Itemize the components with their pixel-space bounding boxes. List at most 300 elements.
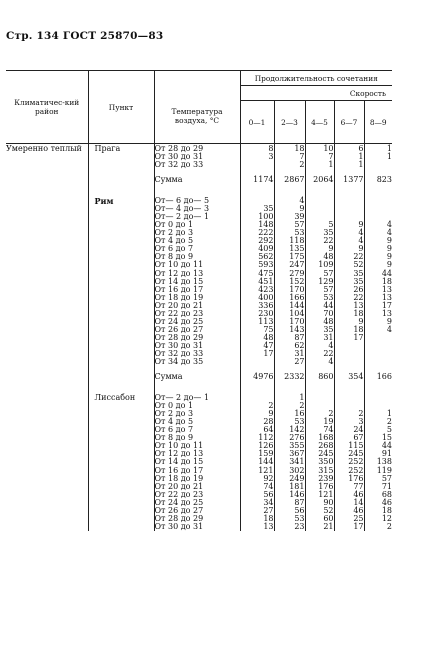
cell-value: 87 bbox=[274, 334, 305, 342]
city-cell bbox=[88, 318, 154, 326]
city-cell bbox=[88, 418, 154, 426]
cell-value: 159 bbox=[240, 450, 274, 458]
city-cell bbox=[88, 245, 154, 253]
sum-value: 860 bbox=[305, 366, 334, 388]
cell-value: 22 bbox=[334, 253, 364, 261]
region-cell bbox=[6, 523, 88, 531]
region-cell bbox=[6, 334, 88, 342]
sum-value: 823 bbox=[364, 169, 392, 191]
region-cell bbox=[6, 286, 88, 294]
city-cell bbox=[88, 253, 154, 261]
cell-value: 2 bbox=[334, 410, 364, 418]
cell-value: 129 bbox=[305, 278, 334, 286]
cell-value: 4 bbox=[305, 358, 334, 366]
cell-value: 176 bbox=[305, 483, 334, 491]
cell-value: 1 bbox=[274, 394, 305, 402]
cell-value: 44 bbox=[305, 302, 334, 310]
col-header-speed-4: 8—9 bbox=[364, 101, 392, 144]
cell-value: 39 bbox=[274, 213, 305, 221]
cell-value: 46 bbox=[334, 491, 364, 499]
cell-value: 593 bbox=[240, 261, 274, 269]
col-header-speed-1: 2—3 bbox=[274, 101, 305, 144]
sum-label: Сумма bbox=[154, 175, 183, 185]
temp-range: От 30 до 31 bbox=[154, 521, 204, 531]
cell-value: 336 bbox=[240, 302, 274, 310]
city-cell bbox=[88, 169, 154, 191]
cell-value: 355 bbox=[274, 442, 305, 450]
cell-value: 48 bbox=[240, 334, 274, 342]
cell-value: 71 bbox=[364, 483, 392, 491]
region-cell bbox=[6, 483, 88, 491]
cell-value: 4 bbox=[334, 229, 364, 237]
cell-value: 14 bbox=[334, 499, 364, 507]
cell-value: 245 bbox=[305, 450, 334, 458]
cell-value: 367 bbox=[274, 450, 305, 458]
cell-value: 47 bbox=[240, 342, 274, 350]
cell-value: 5 bbox=[305, 221, 334, 229]
cell-value: 9 bbox=[364, 253, 392, 261]
cell-value: 423 bbox=[240, 286, 274, 294]
col-header-speed: Скорость bbox=[240, 86, 392, 101]
cell-value bbox=[364, 342, 392, 350]
cell-value: 148 bbox=[240, 221, 274, 229]
cell-value: 4 bbox=[364, 221, 392, 229]
city-cell bbox=[88, 499, 154, 507]
cell-value: 1 bbox=[364, 153, 392, 161]
region-label: Умеренно теплый bbox=[6, 144, 88, 154]
cell-value: 56 bbox=[240, 491, 274, 499]
temp-range: От 26 до 27 bbox=[154, 324, 204, 334]
cell-value: 4 bbox=[274, 197, 305, 205]
cell-value bbox=[334, 394, 364, 402]
region-cell bbox=[6, 442, 88, 450]
cell-value: 1 bbox=[364, 144, 392, 154]
city-cell bbox=[88, 161, 154, 169]
temp-range: От 30 до 31 bbox=[154, 152, 204, 162]
cell-value: 18 bbox=[274, 144, 305, 154]
region-cell bbox=[6, 507, 88, 515]
cell-value: 17 bbox=[334, 334, 364, 342]
cell-value: 48 bbox=[305, 318, 334, 326]
cell-value: 15 bbox=[364, 434, 392, 442]
table-row bbox=[6, 237, 392, 245]
cell-value bbox=[334, 350, 364, 358]
city-cell bbox=[88, 402, 154, 410]
region-cell bbox=[6, 197, 88, 205]
temp-range: От 20 до 21 bbox=[154, 300, 204, 310]
cell-value bbox=[334, 358, 364, 366]
region-cell bbox=[6, 499, 88, 507]
col-header-duration: Продолжительность сочетания bbox=[240, 71, 392, 86]
city-label: Лиссабон bbox=[88, 394, 154, 402]
cell-value: 562 bbox=[240, 253, 274, 261]
region-cell bbox=[6, 310, 88, 318]
table-row bbox=[6, 358, 392, 366]
cell-value: 175 bbox=[274, 253, 305, 261]
cell-value: 341 bbox=[274, 458, 305, 466]
region-cell bbox=[6, 221, 88, 229]
cell-value: 2 bbox=[305, 410, 334, 418]
cell-value: 121 bbox=[240, 467, 274, 475]
city-cell bbox=[88, 237, 154, 245]
cell-value: 18 bbox=[334, 310, 364, 318]
temp-range: От 6 до 7 bbox=[154, 425, 194, 435]
cell-value: 8 bbox=[240, 144, 274, 154]
cell-value: 57 bbox=[364, 475, 392, 483]
temp-range: От 28 до 29 bbox=[154, 513, 204, 523]
cell-value: 118 bbox=[274, 237, 305, 245]
cell-value: 13 bbox=[364, 294, 392, 302]
region-cell bbox=[6, 491, 88, 499]
cell-value: 13 bbox=[334, 302, 364, 310]
temp-range: От 6 до 7 bbox=[154, 244, 194, 254]
cell-value: 91 bbox=[364, 450, 392, 458]
cell-value: 1 bbox=[364, 410, 392, 418]
cell-value: 113 bbox=[240, 318, 274, 326]
cell-value: 35 bbox=[305, 229, 334, 237]
cell-value: 21 bbox=[305, 523, 334, 531]
cell-value: 292 bbox=[240, 237, 274, 245]
temp-range: От 34 до 35 bbox=[154, 357, 204, 367]
cell-value: 3 bbox=[240, 153, 274, 161]
cell-value: 56 bbox=[274, 507, 305, 515]
cell-value: 25 bbox=[334, 515, 364, 523]
cell-value bbox=[305, 205, 334, 213]
temp-range: От— 2 до— 1 bbox=[154, 393, 210, 403]
cell-value bbox=[240, 161, 274, 169]
cell-value: 57 bbox=[274, 221, 305, 229]
city-cell bbox=[88, 213, 154, 221]
temp-range: От 22 до 23 bbox=[154, 489, 204, 499]
cell-value: 249 bbox=[274, 475, 305, 483]
cell-value: 24 bbox=[334, 426, 364, 434]
cell-value: 9 bbox=[364, 318, 392, 326]
region-cell bbox=[6, 475, 88, 483]
temp-range: От 30 до 31 bbox=[154, 340, 204, 350]
city-cell bbox=[88, 334, 154, 342]
cell-value: 4 bbox=[364, 229, 392, 237]
cell-value: 87 bbox=[274, 499, 305, 507]
region-cell bbox=[6, 394, 88, 402]
city-cell bbox=[88, 302, 154, 310]
cell-value: 53 bbox=[305, 294, 334, 302]
sum-value: 4976 bbox=[240, 366, 274, 388]
city-label: Рим bbox=[88, 197, 154, 205]
cell-value: 13 bbox=[364, 310, 392, 318]
col-header-temp: Температура воздуха, °C bbox=[154, 86, 240, 144]
temp-range: От 18 до 19 bbox=[154, 292, 204, 302]
cell-value: 9 bbox=[305, 245, 334, 253]
sum-value: 166 bbox=[364, 366, 392, 388]
cell-value: 2 bbox=[364, 418, 392, 426]
city-cell bbox=[88, 261, 154, 269]
temp-range: От 12 до 13 bbox=[154, 268, 204, 278]
cell-value: 9 bbox=[334, 318, 364, 326]
temp-range: От 26 до 27 bbox=[154, 505, 204, 515]
cell-value: 138 bbox=[364, 458, 392, 466]
cell-value: 22 bbox=[305, 237, 334, 245]
city-cell bbox=[88, 278, 154, 286]
cell-value: 451 bbox=[240, 278, 274, 286]
temp-range: От 28 до 29 bbox=[154, 143, 204, 153]
region-cell bbox=[6, 213, 88, 221]
cell-value: 279 bbox=[274, 270, 305, 278]
region-cell bbox=[6, 278, 88, 286]
city-cell bbox=[88, 294, 154, 302]
sum-value: 1174 bbox=[240, 169, 274, 191]
city-cell bbox=[88, 458, 154, 466]
cell-value: 75 bbox=[240, 326, 274, 334]
cell-value: 68 bbox=[364, 491, 392, 499]
cell-value: 9 bbox=[364, 261, 392, 269]
cell-value: 18 bbox=[334, 326, 364, 334]
cell-value: 152 bbox=[274, 278, 305, 286]
cell-value: 22 bbox=[334, 294, 364, 302]
city-cell bbox=[88, 350, 154, 358]
cell-value: 268 bbox=[305, 442, 334, 450]
region-cell bbox=[6, 153, 88, 161]
table-row bbox=[6, 245, 392, 253]
city-cell bbox=[88, 523, 154, 531]
temp-range: От 32 до 33 bbox=[154, 160, 204, 170]
temp-range: От 10 до 11 bbox=[154, 260, 204, 270]
table-row bbox=[6, 410, 392, 418]
cell-value: 115 bbox=[334, 442, 364, 450]
city-cell bbox=[88, 366, 154, 388]
cell-value: 3 bbox=[334, 418, 364, 426]
cell-value: 400 bbox=[240, 294, 274, 302]
cell-value: 27 bbox=[274, 358, 305, 366]
cell-value bbox=[364, 197, 392, 205]
cell-value bbox=[240, 358, 274, 366]
cell-value: 12 bbox=[364, 515, 392, 523]
city-cell bbox=[88, 434, 154, 442]
temp-range: От 32 до 33 bbox=[154, 349, 204, 358]
table-row bbox=[6, 402, 392, 410]
sum-label: Сумма bbox=[154, 372, 183, 382]
cell-value: 9 bbox=[274, 205, 305, 213]
cell-value: 247 bbox=[274, 261, 305, 269]
temp-range: От— 2 до— 1 bbox=[154, 212, 210, 222]
region-cell bbox=[6, 402, 88, 410]
region-cell bbox=[6, 205, 88, 213]
region-cell bbox=[6, 161, 88, 169]
city-cell bbox=[88, 221, 154, 229]
cell-value: 302 bbox=[274, 467, 305, 475]
cell-value: 52 bbox=[334, 261, 364, 269]
city-cell bbox=[88, 286, 154, 294]
city-cell bbox=[88, 270, 154, 278]
col-header-speed-2: 4—5 bbox=[305, 101, 334, 144]
cell-value: 46 bbox=[364, 499, 392, 507]
cell-value: 121 bbox=[305, 491, 334, 499]
temp-range: От 0 до 1 bbox=[154, 401, 194, 411]
temp-range: От 8 до 9 bbox=[154, 252, 194, 262]
cell-value: 1 bbox=[334, 153, 364, 161]
cell-value: 6 bbox=[334, 144, 364, 154]
table-row bbox=[6, 221, 392, 229]
city-cell bbox=[88, 515, 154, 523]
cell-value: 144 bbox=[240, 458, 274, 466]
cell-value: 44 bbox=[364, 442, 392, 450]
region-cell bbox=[6, 426, 88, 434]
cell-value: 18 bbox=[240, 515, 274, 523]
cell-value: 112 bbox=[240, 434, 274, 442]
cell-value: 92 bbox=[240, 475, 274, 483]
cell-value: 1 bbox=[305, 161, 334, 169]
cell-value: 9 bbox=[364, 245, 392, 253]
table-row bbox=[6, 213, 392, 221]
cell-value bbox=[305, 197, 334, 205]
city-cell bbox=[88, 229, 154, 237]
region-cell bbox=[6, 169, 88, 191]
cell-value: 13 bbox=[364, 286, 392, 294]
sum-row bbox=[6, 169, 392, 191]
cell-value: 4 bbox=[334, 237, 364, 245]
city-cell bbox=[88, 450, 154, 458]
city-cell bbox=[88, 426, 154, 434]
cell-value: 31 bbox=[274, 350, 305, 358]
city-cell bbox=[88, 507, 154, 515]
cell-value: 17 bbox=[364, 302, 392, 310]
cell-value: 53 bbox=[274, 229, 305, 237]
city-label: Прага bbox=[88, 144, 154, 154]
cell-value: 144 bbox=[274, 302, 305, 310]
cell-value: 9 bbox=[334, 221, 364, 229]
cell-value: 176 bbox=[334, 475, 364, 483]
cell-value: 57 bbox=[305, 270, 334, 278]
region-cell bbox=[6, 434, 88, 442]
temp-range: От 28 до 29 bbox=[154, 332, 204, 342]
city-cell bbox=[88, 153, 154, 161]
col-header-region: Климатичес-кий район bbox=[6, 71, 88, 144]
cell-value bbox=[334, 342, 364, 350]
cell-value: 109 bbox=[305, 261, 334, 269]
temp-range: От 14 до 15 bbox=[154, 457, 204, 467]
cell-value bbox=[364, 205, 392, 213]
temp-range: От 10 до 11 bbox=[154, 441, 204, 451]
temp-range: От 20 до 21 bbox=[154, 481, 204, 491]
city-cell bbox=[88, 491, 154, 499]
cell-value: 35 bbox=[334, 278, 364, 286]
page-header: Стр. 134 ГОСТ 25870—83 bbox=[6, 30, 164, 42]
cell-value: 67 bbox=[334, 434, 364, 442]
cell-value: 10 bbox=[305, 144, 334, 154]
cell-value: 18 bbox=[364, 507, 392, 515]
region-cell bbox=[6, 302, 88, 310]
cell-value: 52 bbox=[305, 507, 334, 515]
cell-value: 17 bbox=[334, 523, 364, 531]
region-cell bbox=[6, 245, 88, 253]
cell-value: 181 bbox=[274, 483, 305, 491]
region-cell bbox=[6, 450, 88, 458]
cell-value: 2 bbox=[274, 161, 305, 169]
cell-value: 74 bbox=[305, 426, 334, 434]
table-row bbox=[6, 161, 392, 169]
city-cell bbox=[88, 326, 154, 334]
cell-value: 350 bbox=[305, 458, 334, 466]
cell-value bbox=[334, 197, 364, 205]
city-cell bbox=[88, 442, 154, 450]
table-row bbox=[6, 418, 392, 426]
cell-value: 146 bbox=[274, 491, 305, 499]
cell-value: 168 bbox=[305, 434, 334, 442]
cell-value: 143 bbox=[274, 326, 305, 334]
cell-value: 19 bbox=[305, 418, 334, 426]
cell-value: 35 bbox=[334, 270, 364, 278]
region-cell bbox=[6, 366, 88, 388]
cell-value bbox=[305, 394, 334, 402]
cell-value: 22 bbox=[305, 350, 334, 358]
cell-value: 77 bbox=[334, 483, 364, 491]
cell-value: 315 bbox=[305, 467, 334, 475]
region-cell bbox=[6, 410, 88, 418]
cell-value: 13 bbox=[240, 523, 274, 531]
region-cell bbox=[6, 253, 88, 261]
cell-value: 26 bbox=[334, 286, 364, 294]
sum-value: 1377 bbox=[334, 169, 364, 191]
cell-value: 126 bbox=[240, 442, 274, 450]
cell-value: 18 bbox=[364, 278, 392, 286]
sum-value: 2332 bbox=[274, 366, 305, 388]
sum-value: 354 bbox=[334, 366, 364, 388]
cell-value: 74 bbox=[240, 483, 274, 491]
region-cell bbox=[6, 458, 88, 466]
cell-value: 104 bbox=[274, 310, 305, 318]
region-cell bbox=[6, 418, 88, 426]
cell-value: 17 bbox=[240, 350, 274, 358]
table-row bbox=[6, 394, 392, 402]
cell-value: 23 bbox=[274, 523, 305, 531]
cell-value: 27 bbox=[240, 507, 274, 515]
region-cell bbox=[6, 270, 88, 278]
temp-range: От— 4 до— 3 bbox=[154, 204, 210, 214]
region-cell bbox=[6, 467, 88, 475]
cell-value: 90 bbox=[305, 499, 334, 507]
cell-value: 170 bbox=[274, 318, 305, 326]
col-header-speed-3: 6—7 bbox=[334, 101, 364, 144]
cell-value: 222 bbox=[240, 229, 274, 237]
table-row bbox=[6, 523, 392, 531]
cell-value: 70 bbox=[305, 310, 334, 318]
cell-value bbox=[364, 350, 392, 358]
col-header-point: Пункт bbox=[88, 71, 154, 144]
cell-value: 9 bbox=[364, 237, 392, 245]
table-row bbox=[6, 229, 392, 237]
cell-value: 100 bbox=[240, 213, 274, 221]
cell-value bbox=[364, 358, 392, 366]
cell-value: 475 bbox=[240, 270, 274, 278]
temp-range: От 4 до 5 bbox=[154, 236, 194, 246]
cell-value: 57 bbox=[305, 286, 334, 294]
cell-value: 16 bbox=[274, 410, 305, 418]
cell-value: 252 bbox=[334, 467, 364, 475]
city-cell bbox=[88, 205, 154, 213]
temp-range: От 4 до 5 bbox=[154, 417, 194, 427]
cell-value: 245 bbox=[334, 450, 364, 458]
city-cell bbox=[88, 467, 154, 475]
temp-range: От 0 до 1 bbox=[154, 220, 194, 230]
cell-value: 9 bbox=[334, 245, 364, 253]
cell-value: 170 bbox=[274, 286, 305, 294]
cell-value: 166 bbox=[274, 294, 305, 302]
city-cell bbox=[88, 358, 154, 366]
cell-value: 35 bbox=[305, 326, 334, 334]
region-cell bbox=[6, 326, 88, 334]
temp-range: От 24 до 25 bbox=[154, 497, 204, 507]
temp-range: От 16 до 17 bbox=[154, 284, 204, 294]
cell-value: 44 bbox=[364, 270, 392, 278]
